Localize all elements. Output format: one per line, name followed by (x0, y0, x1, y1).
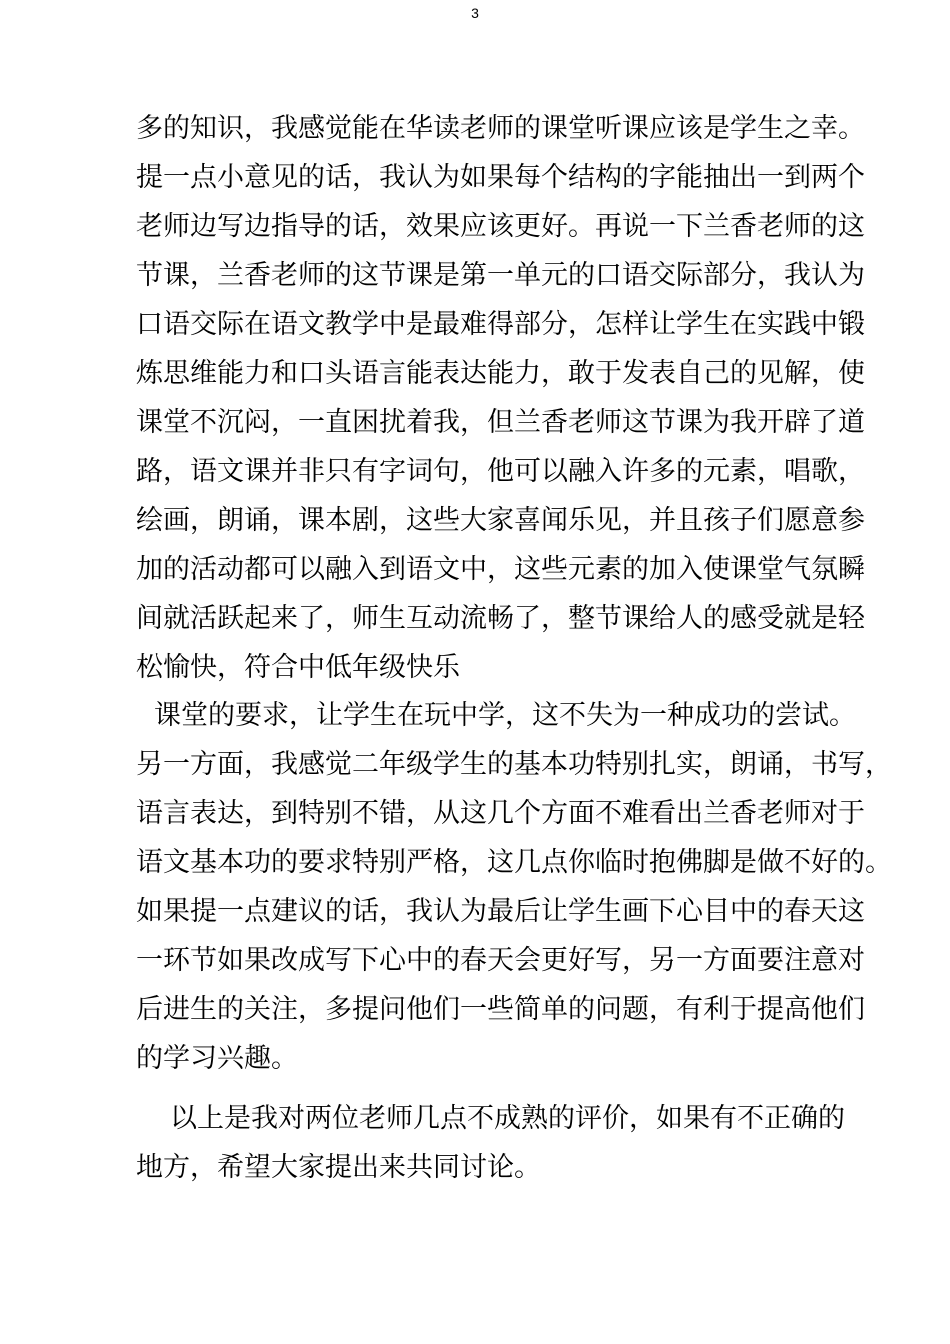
text-line: 间就活跃起来了，师生互动流畅了，整节课给人的感受就是轻 (136, 603, 865, 634)
text-line: 另一方面，我感觉二年级学生的基本功特别扎实，朗诵，书写， (136, 749, 892, 780)
text-line: 老师边写边指导的话，效果应该更好。再说一下兰香老师的这 (136, 211, 865, 242)
text-line: 提一点小意见的话，我认为如果每个结构的字能抽出一到两个 (136, 162, 865, 193)
text-line: 后进生的关注，多提问他们一些简单的问题，有利于提高他们 (136, 994, 865, 1025)
text-line: 如果提一点建议的话，我认为最后让学生画下心目中的春天这 (136, 896, 865, 927)
text-line: 炼思维能力和口头语言能表达能力，敢于发表自己的见解，使 (136, 358, 865, 389)
text-line: 绘画，朗诵，课本剧，这些大家喜闻乐见，并且孩子们愿意参 (136, 505, 865, 536)
text-line: 的学习兴趣。 (136, 1043, 298, 1074)
page-number: 3 (471, 5, 479, 21)
text-line: 松愉快，符合中低年级快乐 (136, 652, 460, 683)
text-line: 口语交际在语文教学中是最难得部分，怎样让学生在实践中锻 (136, 309, 865, 340)
text-line: 一环节如果改成写下心中的春天会更好写，另一方面要注意对 (136, 945, 865, 976)
text-line: 路，语文课并非只有字词句，他可以融入许多的元素，唱歌， (136, 456, 865, 487)
text-line: 以上是我对两位老师几点不成熟的评价，如果有不正确的 (170, 1103, 845, 1134)
text-line: 语文基本功的要求特别严格，这几点你临时抱佛脚是做不好的。 (136, 847, 892, 878)
text-line: 多的知识，我感觉能在华读老师的课堂听课应该是学生之幸。 (136, 113, 865, 144)
text-line: 地方，希望大家提出来共同讨论。 (136, 1152, 541, 1183)
text-line: 加的活动都可以融入到语文中，这些元素的加入使课堂气氛瞬 (136, 554, 865, 585)
text-line: 课堂的要求，让学生在玩中学，这不失为一种成功的尝试。 (154, 700, 856, 731)
text-line: 语言表达，到特别不错，从这几个方面不难看出兰香老师对于 (136, 798, 865, 829)
text-line: 课堂不沉闷，一直困扰着我，但兰香老师这节课为我开辟了道 (136, 407, 865, 438)
text-line: 节课，兰香老师的这节课是第一单元的口语交际部分，我认为 (136, 260, 865, 291)
